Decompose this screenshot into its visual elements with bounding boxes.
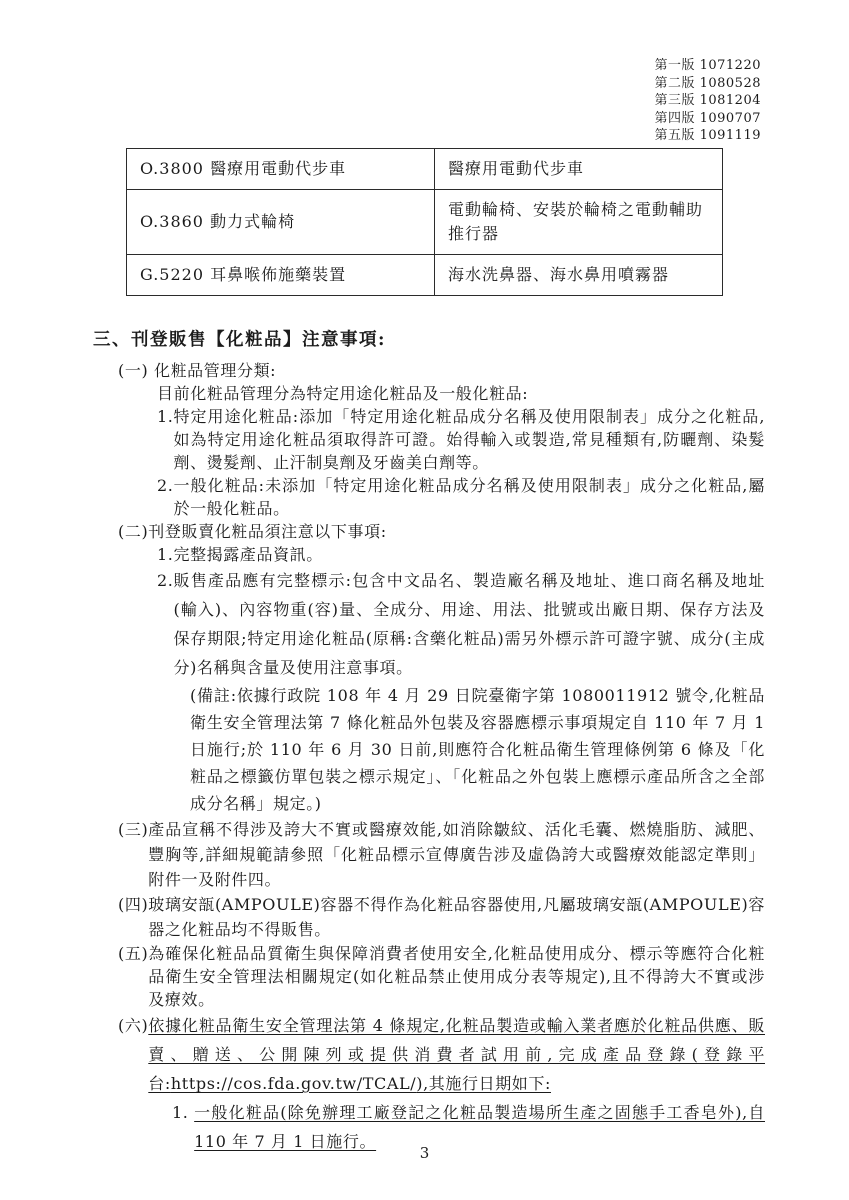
table-row [127, 255, 723, 296]
item-text: 完整揭露產品資訊。 [173, 545, 323, 564]
notice-item-2-sub-2 [157, 566, 765, 682]
item-text: 刊登販賣化粧品須注意以下事項: [148, 522, 387, 541]
item-text: 玻璃安瓿(AMPOULE)容器不得作為化粧品容器使用,凡屬玻璃安瓿(AMPOULE)容器之化粧品均不得販售。 [148, 895, 765, 939]
device-desc-cell: 海水洗鼻器、海水鼻用噴霧器 [435, 255, 723, 296]
item-text: 特定用途化粧品:添加「特定用途化粧品成分名稱及使用限制表」成分之化粧品,如為特定用途化粧品須取得許可證。始得輸入或製造,常見種類有,防曬劑、染髮劑、燙髮劑、止汗制臭劑及牙齒美白劑等。 [173, 407, 765, 472]
page-number: 3 [419, 1144, 430, 1162]
device-desc-cell: 醫療用電動代步車 [435, 149, 723, 190]
item-label: 2. [157, 571, 174, 590]
item-label: (二) [118, 522, 149, 541]
notice-item-6 [118, 1011, 765, 1098]
registration-url[interactable]: https://cos.fda.gov.tw/TCAL/ [170, 1074, 417, 1093]
version-line: 第三版 1081204 [654, 93, 761, 108]
version-line: 第四版 1090707 [654, 110, 761, 126]
item-label: 1. [157, 545, 174, 564]
device-code-table [126, 148, 723, 296]
item-text-before: 依據化粧品衛生安全管理法第 4 條規定,化粧品製造或輸入業者應於化粧品供應、販賣、贈送、公開陳列或提供消費者試用前,完成產品登錄(登錄平台: [148, 1016, 765, 1093]
item-text: 一般化粧品:未添加「特定用途化粧品成分名稱及使用限制表」成分之化粧品,屬於一般化粧品。 [173, 476, 765, 518]
notice-item-1 [118, 359, 765, 382]
item-text: 產品宣稱不得涉及誇大不實或醫療效能,如消除皺紋、活化毛囊、燃燒脂肪、減肥、豐胸等,詳細規範請參照「化粧品標示宣傳廣告涉及虛偽誇大或醫療效能認定準則」附件一及附件四。 [148, 820, 765, 889]
notice-item-1-sub-1 [157, 405, 765, 474]
device-code-cell: O.3800 醫療用電動代步車 [127, 149, 435, 190]
item-label: (四) [118, 895, 149, 914]
item-label: (三) [118, 820, 149, 839]
item-label: (一) [118, 361, 154, 380]
item-text [148, 1011, 765, 1098]
device-code-cell: G.5220 耳鼻喉佈施藥裝置 [127, 255, 435, 296]
item-text: (備註:依據行政院 108 年 4 月 29 日院臺衛字第 1080011912 號令,化粧品衛生安全管理法第 7 條化粧品外包裝及容器應標示事項規定自 110 年 7 月 1 日施行;於 110 年 6 月 30 日前,則應符合化粧品衛生管理條例第 6 條及「化粧品之標籤仿單包裝之標示規定」、「化粧品之外包裝上應標示產品所含之全部成分名稱」規定。) [190, 686, 765, 813]
notice-item-1-sub-2 [157, 474, 765, 520]
item-text: 販售產品應有完整標示:包含中文品名、製造廠名稱及地址、進口商名稱及地址(輸入)、內容物重(容)量、全成分、用途、用法、批號或出廠日期、保存方法及保存期限;特定用途化粧品(原稱:含藥化粧品)需另外標示許可證字號、成分(主成分)名稱與含量及使用注意事項。 [173, 571, 765, 677]
item-label: (六) [118, 1016, 149, 1035]
version-list [654, 57, 761, 145]
notice-item-2-sub-1 [157, 543, 765, 566]
version-line: 第二版 1080528 [654, 75, 761, 91]
document-content [0, 148, 849, 1156]
device-code-cell: O.3860 動力式輪椅 [127, 190, 435, 255]
item-text-after: ),其施行日期如下: [416, 1074, 551, 1093]
item-text: 為確保化粧品品質衛生與保障消費者使用安全,化粧品使用成分、標示等應符合化粧品衛生安全管理法相關規定(如化粧品禁止使用成分表等規定),且不得誇大不實或涉及療效。 [148, 944, 765, 1009]
table-row [127, 190, 723, 255]
notice-item-3 [118, 817, 765, 892]
item-label: 2. [157, 476, 174, 495]
version-line: 第五版 1091119 [654, 128, 761, 143]
table-row [127, 149, 723, 190]
section-heading: 三、刊登販售【化粧品】注意事項: [93, 330, 386, 350]
version-line: 第一版 1071220 [654, 58, 761, 73]
item-label: 1. [172, 1103, 195, 1122]
notice-item-5 [118, 942, 765, 1011]
item-label: 1. [157, 407, 174, 426]
item-label: (五) [118, 944, 149, 963]
item-text: 一般化粧品(除免辦理工廠登記之化粧品製造場所生產之固態手工香皂外),自 110 年 7 月 1 日施行。 [194, 1103, 765, 1151]
notice-item-4 [118, 892, 765, 942]
notice-item-2-note [190, 682, 765, 817]
item-text: 化粧品管理分類: [153, 361, 277, 380]
item-text: 目前化粧品管理分為特定用途化粧品及一般化粧品: [157, 384, 529, 403]
notice-item-2 [118, 520, 765, 543]
device-desc-cell: 電動輪椅、安裝於輪椅之電動輔助推行器 [435, 190, 723, 255]
notice-item-1-intro [157, 382, 765, 405]
